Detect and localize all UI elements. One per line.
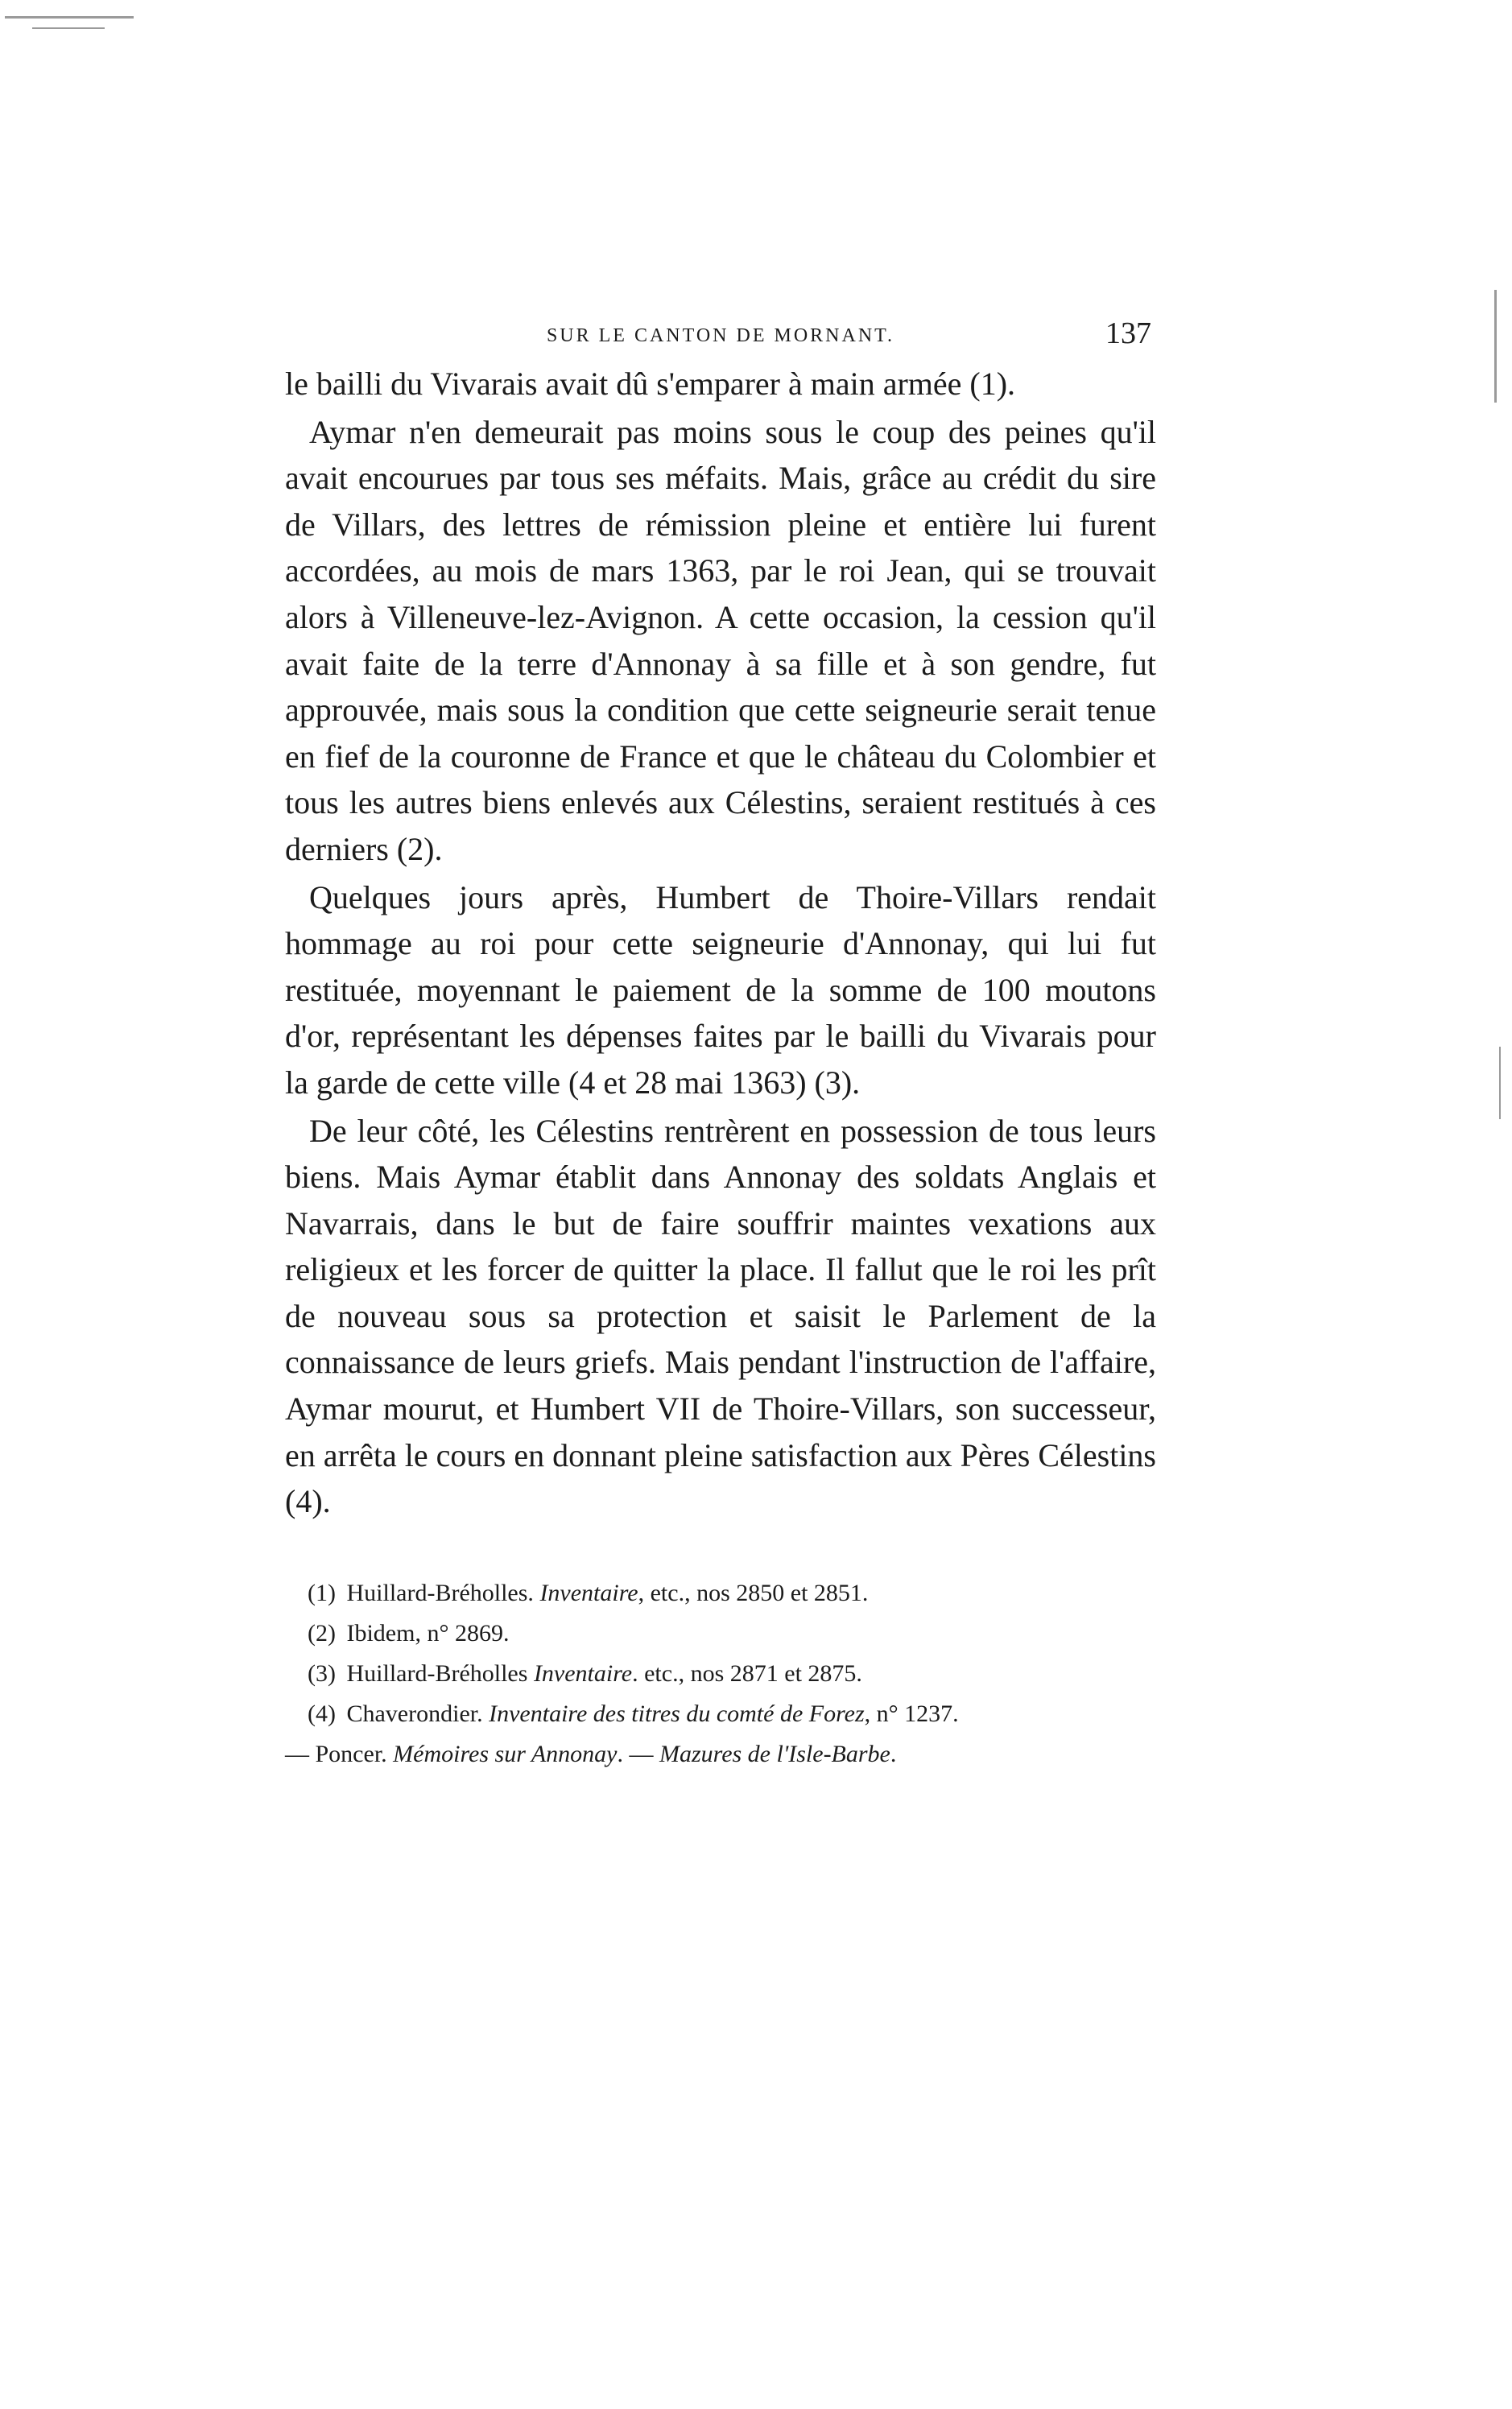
scan-speckle: [1499, 1047, 1501, 1119]
body-text: [285, 361, 1156, 1525]
footnote-text: Chaverondier.: [346, 1700, 483, 1727]
running-head: [285, 316, 1156, 361]
footnote-text: , etc., nos 2850 et 2851.: [638, 1579, 869, 1606]
footnote-text: Huillard-Bréholles.: [346, 1579, 534, 1606]
scan-speckle: [32, 27, 105, 29]
footnote-number: (3): [308, 1659, 336, 1687]
scan-speckle: [5, 16, 134, 19]
footnote-number: (4): [308, 1700, 336, 1727]
paragraph: Aymar n'en demeurait pas moins sous le coup des peines qu'il avait encourues par tous ses méfaits. Mais, grâce au crédit du sire de Villars, des lettres de rémission pleine et entière lui furent accordées, au mois de mars 1363, par le roi Jean, qui se trouvait alors à Villeneuve-lez-Avignon. A cette occasion, la cession qu'il avait faite de la terre d'Annonay à sa fille et à son gendre, fut approuvée, mais sous la condition que cette seigneurie serait tenue en fief de la couronne de France et que le château du Colombier et tous les autres biens enlevés aux Célestins, seraient restitués à ces derniers (2).: [285, 413, 1156, 867]
footnote-1: [285, 1573, 1156, 1614]
footnote-4: [285, 1694, 1156, 1734]
paragraph: Quelques jours après, Humbert de Thoire-Villars rendait hommage au roi pour cette seigneurie d'Annonay, qui lui fut restituée, moyennant le paiement de la somme de 100 moutons d'or, représentant les dépenses faites par le bailli du Vivarais pour la garde de cette ville (4 et 28 mai 1363) (3).: [285, 878, 1156, 1101]
footnote-title: Inventaire: [539, 1579, 638, 1606]
book-page: [285, 316, 1156, 1775]
page-number: 137: [1105, 316, 1151, 350]
footnote-title: Mémoires sur Annonay: [393, 1740, 618, 1767]
footnote-text: — Poncer.: [285, 1740, 387, 1767]
paragraph: le bailli du Vivarais avait dû s'emparer à main armée (1).: [285, 366, 1016, 402]
footnote-number: (1): [308, 1579, 336, 1606]
running-title: SUR LE CANTON DE MORNANT.: [546, 325, 895, 346]
footnote-title: Mazures de l'Isle-Barbe: [659, 1740, 890, 1767]
footnote-text: . —: [617, 1740, 654, 1767]
footnote-text: , n° 1237.: [864, 1700, 959, 1727]
footnote-text: Ibidem, n° 2869.: [346, 1619, 510, 1647]
footnote-text: .: [890, 1740, 897, 1767]
scan-speckle: [1494, 290, 1497, 403]
footnotes: [285, 1573, 1156, 1775]
footnote-number: (2): [308, 1619, 336, 1647]
footnote-text: Huillard-Bréholles: [346, 1659, 528, 1687]
footnote-4-continued: [285, 1734, 1156, 1775]
footnote-2: [285, 1614, 1156, 1654]
footnote-3: [285, 1654, 1156, 1694]
footnote-title: Inventaire: [533, 1659, 633, 1687]
paragraph: De leur côté, les Célestins rentrèrent en possession de tous leurs biens. Mais Aymar établit dans Annonay des soldats Anglais et Navarrais, dans le but de faire souffrir maintes vexations aux religieux et les forcer de quitter la place. Il fallut que le roi les prît de nouveau sous sa protection et saisit le Parlement de la connaissance de leurs griefs. Mais pendant l'instruction de l'affaire, Aymar mourut, et Humbert VII de Thoire-Villars, son successeur, en arrêta le cours en donnant pleine satisfaction aux Pères Célestins (4).: [285, 1112, 1156, 1520]
footnote-title: Inventaire des titres du comté de Forez: [489, 1700, 865, 1727]
footnote-text: . etc., nos 2871 et 2875.: [632, 1659, 862, 1687]
